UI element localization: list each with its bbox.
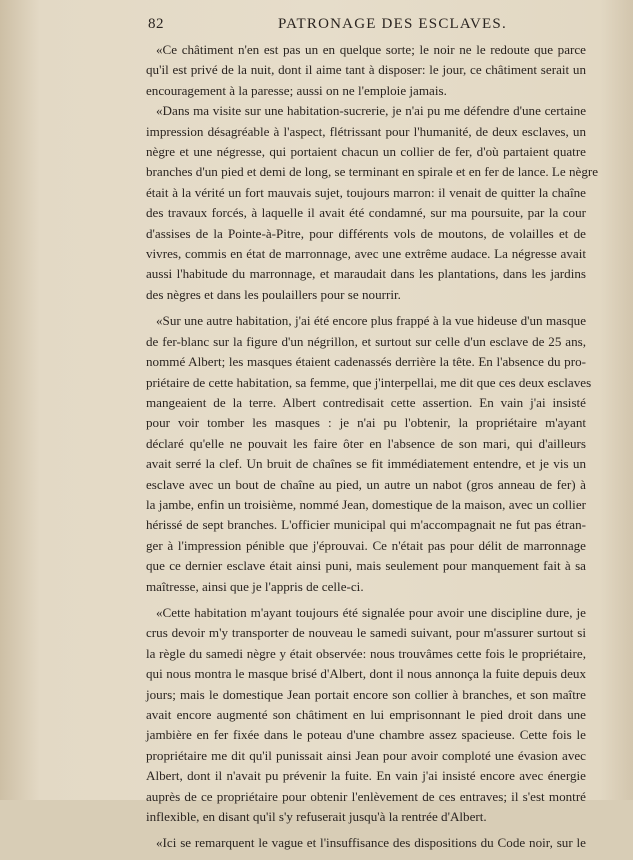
text-line: la jambe, enfin un troisième, nommé Jean, domestique de la maison, avec un collier bbox=[146, 496, 586, 512]
text-line: priétaire de cette habitation, sa femme, que j'interpellai, me dit que ces deux esclaves bbox=[146, 374, 592, 390]
text-line: nègre et une négresse, qui portaient chacun un collier de fer, d'où partaient quatre bbox=[146, 144, 586, 160]
text-line: d'assises de la Pointe-à-Pitre, pour différents vols de moutons, de volailles et de bbox=[146, 225, 586, 241]
text-line: vivres, commis en état de marronnage, avec une extrême audace. La négresse avait bbox=[146, 246, 586, 262]
text-line: déclaré qu'elle ne pouvait les faire ôter en l'absence de son mari, qui d'ailleurs bbox=[146, 435, 586, 451]
text-line: qu'il est privé de la nuit, dont il aime tant à disposer: le jour, ce châtiment serait un bbox=[146, 62, 586, 78]
text-line: aussi l'habitude du marronnage, et maraudait dans les plantations, dans les jardins bbox=[146, 266, 586, 282]
text-line: impression désagréable à l'aspect, flétrissant pour l'humanité, de deux esclaves, un bbox=[146, 123, 586, 139]
text-line: ger à l'impression pénible que j'éprouvai. Ce n'était pas pour délit de marronnage bbox=[146, 537, 586, 553]
text-line: auprès de ce propriétaire pour obtenir l'enlèvement de ces entraves; il s'est montré bbox=[146, 788, 586, 804]
text-line: avait encore augmenté son châtiment en lui emprisonnant le pied droit dans une bbox=[146, 707, 586, 722]
text-line: encouragement à la paresse; aussi on ne l'emploie jamais. bbox=[146, 82, 447, 98]
text-line: qui nous montra le masque brisé d'Albert, dont il nous annonça la fuite depuis deux bbox=[146, 666, 586, 682]
text-line: «Ici se remarquent le vague et l'insuffisance des dispositions du Code noir, sur le bbox=[156, 835, 586, 851]
paragraph bbox=[146, 603, 586, 827]
text-line: «Dans ma visite sur une habitation-sucrerie, je n'ai pu me défendre d'une certaine bbox=[156, 103, 586, 119]
text-line: que ce dernier esclave était ainsi puni, mais seulement pour manquement fait à sa bbox=[146, 558, 586, 574]
text-line: de fer-blanc sur la figure d'un négrillon, et surtout sur celle d'un esclave de 25 ans, bbox=[146, 333, 586, 349]
text-line: esclave avec un bout de chaîne au pied, un autre un nabot (gros anneau de fer) à bbox=[146, 476, 586, 492]
page-header bbox=[148, 16, 588, 38]
body-text bbox=[146, 40, 599, 860]
text-line: avait serré la clef. Un bruit de chaînes se fit immédiatement entendre, et je vis un bbox=[146, 456, 586, 472]
text-line: pour voir tomber les masques : je n'ai pu l'obtenir, la propriétaire m'ayant bbox=[146, 415, 586, 431]
running-title: PATRONAGE DES ESCLAVES. bbox=[278, 16, 507, 32]
text-line: «Sur une autre habitation, j'ai été encore plus frappé à la vue hideuse d'un masque bbox=[156, 313, 586, 329]
text-line: nommé Albert; les masques étaient cadenassés derrière la tête. En l'absence du pro- bbox=[146, 354, 586, 370]
paragraph bbox=[146, 101, 599, 305]
paragraph bbox=[146, 311, 592, 597]
text-line: Albert, dont il n'avait pu prévenir la fuite. En vain j'ai insisté encore avec énergie bbox=[146, 768, 586, 784]
text-line: des travaux forcés, à laquelle il avait été condamné, sur ma poursuite, par la cour bbox=[146, 205, 586, 221]
text-line: propriétaire me dit qu'il punissait ainsi Jean pour avoir comploté une évasion avec bbox=[146, 747, 586, 763]
text-line: hérissé de sept branches. L'officier municipal qui m'accompagnait ne fut pas étran- bbox=[146, 517, 586, 533]
text-line: inflexible, en disant qu'il s'y refuserait jusqu'à la rentrée d'Albert. bbox=[146, 809, 487, 825]
text-line: la règle du samedi nègre y était observée: nous trouvâmes cette fois le propriétaire, bbox=[146, 645, 586, 661]
text-line: mangeaient de la terre. Albert contredisait cette assertion. En vain j'ai insisté bbox=[146, 394, 586, 410]
text-line: était à la vérité un fort mauvais sujet, toujours marron: il venait de quitter la chaîne bbox=[146, 184, 586, 200]
text-line: «Ce châtiment n'en est pas un en quelque sorte; le noir ne le redoute que parce bbox=[156, 42, 586, 57]
page-number: 82 bbox=[148, 16, 164, 32]
text-line: des nègres et dans les poulaillers pour se nourrir. bbox=[146, 286, 401, 302]
paragraph bbox=[146, 40, 586, 101]
text-line: branches d'un pied et demi de long, se terminant en spirale et en fer de lance. Le nègre bbox=[146, 164, 599, 180]
text-line: «Cette habitation m'ayant toujours été signalée pour avoir une discipline dure, je bbox=[156, 604, 586, 620]
text-line: jambière en fer fixée dans le poteau d'une chambre assez spacieuse. Cette fois le bbox=[146, 727, 586, 743]
text-line: crus devoir m'y transporter de nouveau le samedi suivant, pour m'assurer surtout si bbox=[146, 625, 586, 641]
paragraph bbox=[146, 833, 586, 853]
text-line: jours; mais le domestique Jean portait encore son collier à branches, et son maître bbox=[146, 686, 586, 702]
text-line: maîtresse, ainsi que je l'appris de celle-ci. bbox=[146, 578, 364, 594]
